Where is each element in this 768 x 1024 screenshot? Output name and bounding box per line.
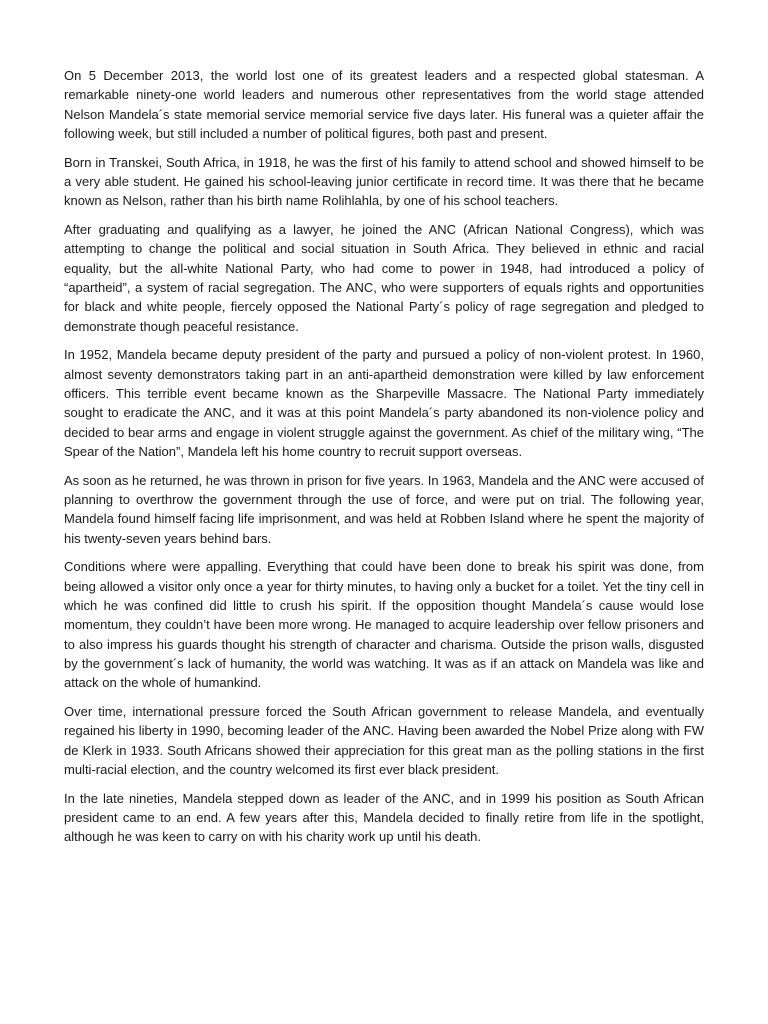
paragraph-4: In 1952, Mandela became deputy president of the party and pursued a policy of non-violent protest. In 1960, almost seventy demonstrators taking part in an anti-apartheid demonstration were killed by law enforcement officers. This terrible event became known as the Sharpeville Massacre. The National Party immediately sought to eradicate the ANC, and it was at this point Mandela´s party abandoned its non-violence policy and decided to bear arms and engage in violent struggle against the government. As chief of the military wing, “The Spear of the Nation”, Mandela left his home country to recruit support overseas. [64,347,704,459]
paragraph-2: Born in Transkei, South Africa, in 1918, he was the first of his family to attend school and showed himself to be a very able student. He gained his school-leaving junior certificate in record time. It was there that he became known as Nelson, rather than his birth name Rolihlahla, by one of his school teachers. [64,154,704,209]
paragraph-7: Over time, international pressure forced the South African government to release Mandela, and eventually regained his liberty in 1990, becoming leader of the ANC. Having been awarded the Nobel Prize along with FW de Klerk in 1933. South Africans showed their appreciation for this great man as the polling stations in the first multi-racial election, and the country welcomed its first ever black president. [64,703,704,777]
document-page [64,66,704,856]
paragraph-5: As soon as he returned, he was thrown in prison for five years. In 1963, Mandela and the ANC were accused of planning to overthrow the government through the use of force, and were put on trial. The following year, Mandela found himself facing life imprisonment, and was held at Robben Island where he spent the majority of his twenty-seven years behind bars. [64,472,704,546]
paragraph-3: After graduating and qualifying as a lawyer, he joined the ANC (African National Congress), which was attempting to change the political and social situation in South Africa. They believed in ethnic and racial equality, but the all-white National Party, who had come to power in 1948, had introduced a policy of “apartheid”, a system of racial segregation. The ANC, who were supporters of equals rights and opportunities for black and white people, fiercely opposed the National Party´s policy of rage segregation and pledged to demonstrate though peaceful resistance. [64,222,704,334]
paragraph-6: Conditions where were appalling. Everything that could have been done to break his spirit was done, from being allowed a visitor only once a year for thirty minutes, to having only a bucket for a toilet. Yet the tiny cell in which he was confined did little to crush his spirit. If the opposition thought Mandela´s cause would lose momentum, they couldn’t have been more wrong. He managed to acquire leadership over fellow prisoners and to also impress his guards thought his strength of character and charisma. Outside the prison walls, disgusted by the government´s lack of humanity, the world was watching. It was as if an attack on Mandela was like and attack on the whole of humankind. [64,559,704,691]
paragraph-8: In the late nineties, Mandela stepped down as leader of the ANC, and in 1999 his position as South African president came to an end. A few years after this, Mandela decided to finally retire from life in the spotlight, although he was keen to carry on with his charity work up until his death. [64,790,704,845]
paragraph-1: On 5 December 2013, the world lost one of its greatest leaders and a respected global statesman. A remarkable ninety-one world leaders and numerous other representatives from the world stage attended Nelson Mandela´s state memorial service memorial service five days later. His funeral was a quieter affair the following week, but still included a number of political figures, both past and present. [64,68,704,141]
